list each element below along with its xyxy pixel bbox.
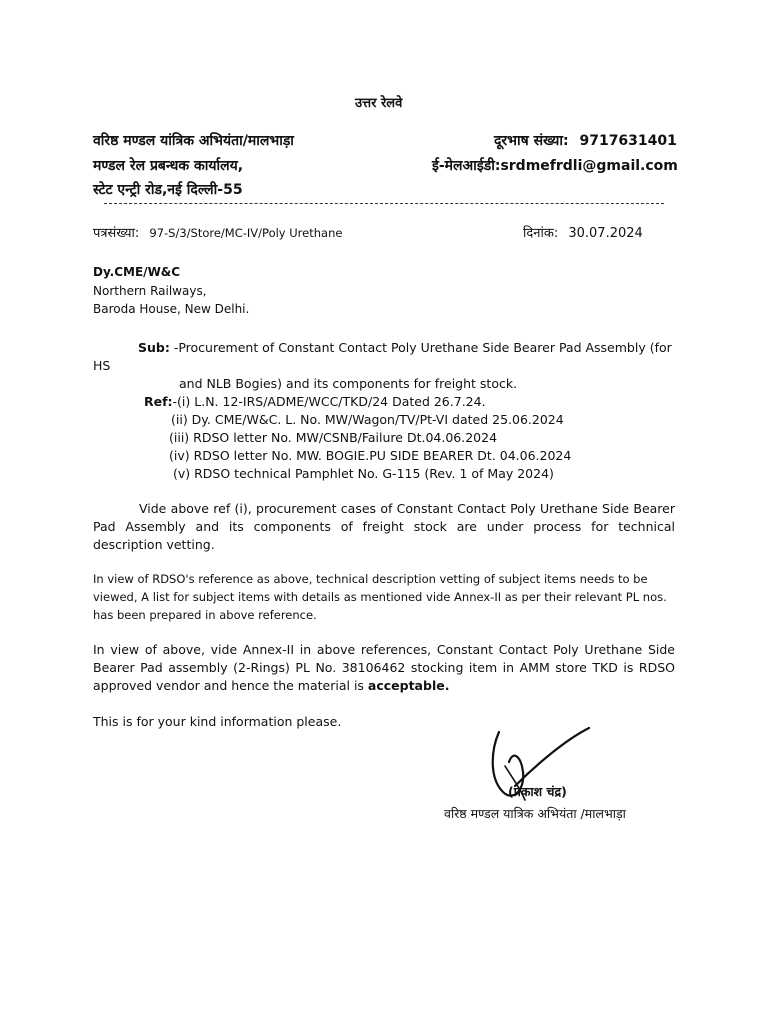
letter-reference [93,223,342,241]
signatory-designation: वरिष्ठ मण्डल यात्रिक अभियंता /मालभाड़ा [444,806,626,821]
phone-label: दूरभाष संख्या: [494,133,569,149]
signatory-name: (प्रकाश चंद्र) [508,784,567,799]
reference-item: (v) RDSO technical Pamphlet No. G-115 (Rev. 1 of May 2024) [173,466,554,481]
paragraph-2: In view of RDSO's reference as above, technical description vetting of subject items needs to be viewed, A list for subject items with details as mentioned vide Annex-II as per their relevant PL nos. has been prepared in above reference. [93,572,667,622]
paragraph-3-text: In view of above, vide Annex-II in above references, Constant Contact Poly Urethane Side Bearer Pad assembly (2-Rings) PL No. 38106462 stocking item in AMM store TKD is RDSO approved vendor and hence the material is [93,642,675,693]
header-divider [104,203,664,204]
paragraph-1: Vide above ref (i), procurement cases of Constant Contact Poly Urethane Side Bearer Pad Assembly and its components of freight stock are under process for technical description vetting. [93,501,675,552]
reference-item: (ii) Dy. CME/W&C. L. No. MW/Wagon/TV/Pt-VI dated 25.06.2024 [171,412,564,427]
sender-address: स्टेट एन्ट्री रोड,नई दिल्ली-55 [93,182,243,198]
phone-value: 9717631401 [579,133,677,149]
addressee-org: Northern Railways, [93,284,207,298]
paragraph-4: This is for your kind information please. [93,714,342,729]
reference-item: (iv) RDSO letter No. MW. BOGIE.PU SIDE BEARER Dt. 04.06.2024 [169,448,572,463]
subject-label: Sub: [138,340,170,355]
paragraph-3-emphasis: acceptable. [367,678,450,693]
date-value: 30.07.2024 [568,226,643,241]
subject-text-3: and NLB Bogies) and its components for freight stock. [179,376,518,391]
reference-item [144,393,486,411]
reference-item: (iii) RDSO letter No. MW/CSNB/Failure Dt.04.06.2024 [169,430,498,445]
paragraph-3 [93,641,675,695]
sender-designation: वरिष्ठ मण्डल यांत्रिक अभियंता/मालभाड़ा [93,133,294,149]
addressee-title: Dy.CME/W&C [93,265,181,279]
subject-text-1: -Procurement of Constant Contact Poly Urethane Side Bearer Pad Assembly (for [169,340,672,355]
addressee-address: Baroda House, New Delhi. [93,302,250,316]
ref-value: 97-S/3/Store/MC-IV/Poly Urethane [149,226,343,240]
org-title: उत्तर रेलवे [355,96,403,111]
email-line: ई-मेलआईडी:srdmefrdli@gmail.com [432,158,678,174]
subject-text-2: HS [93,358,111,373]
date-label: दिनांक: [523,226,559,241]
subject-line [138,339,672,357]
sender-office: मण्डल रेल प्रबन्धक कार्यालय, [93,158,244,174]
ref-label: पत्रसंख्या: [93,226,140,241]
phone-block [494,131,677,150]
letter-date [523,223,643,241]
reference-text: -(i) L.N. 12-IRS/ADME/WCC/TKD/24 Dated 26.7.24. [172,394,486,409]
reference-label: Ref: [144,394,173,409]
